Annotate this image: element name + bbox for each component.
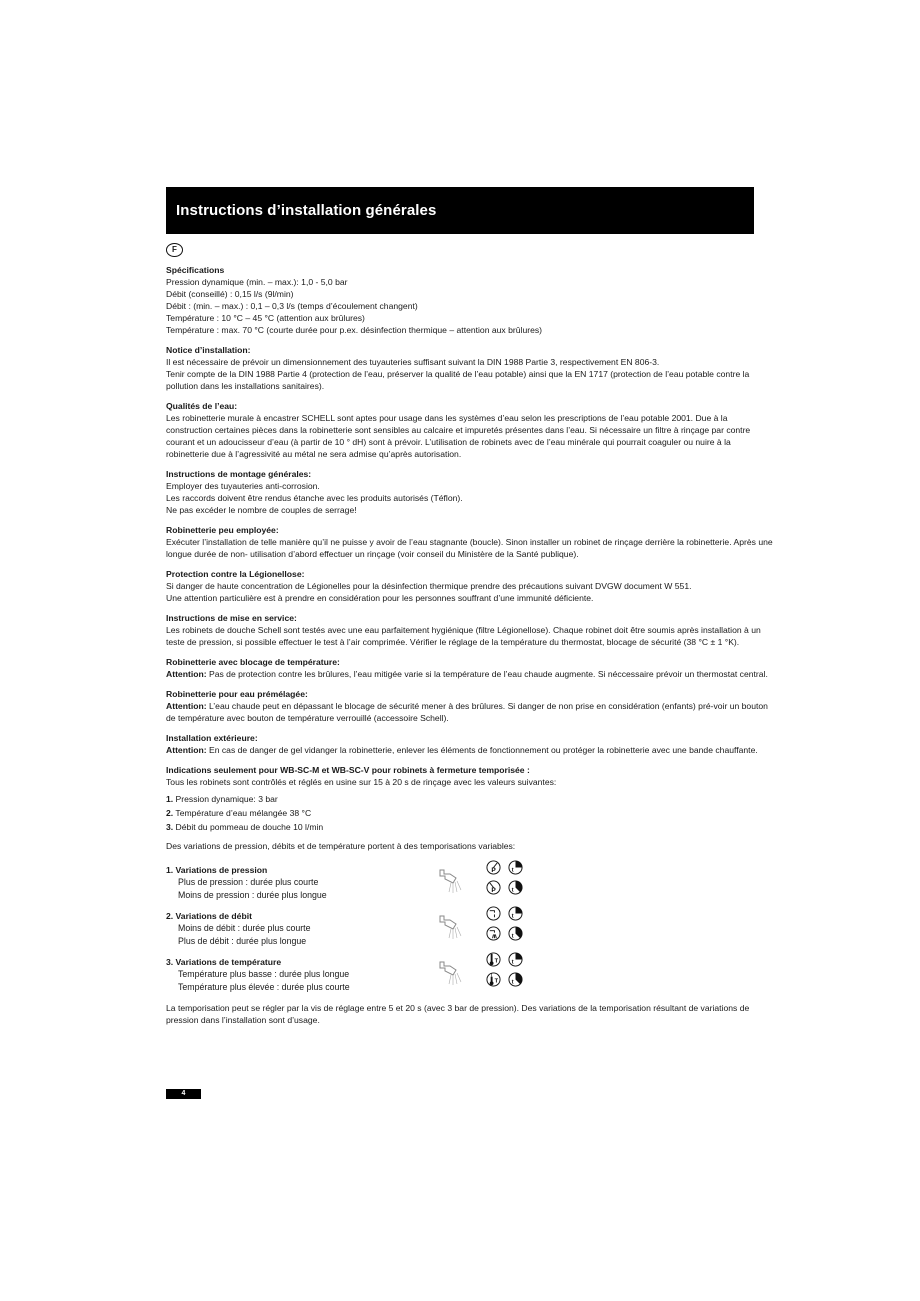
variation-temperature: 3. Variations de température Température plus basse : durée plus longue Température plus élevée : durée plus courte T t T t (166, 956, 776, 998)
attention-label: Attention: (166, 745, 207, 755)
svg-text:T: T (494, 978, 499, 985)
timer-icon (508, 972, 523, 987)
section-heading: Instructions de mise en service: (166, 613, 297, 623)
paragraph: Tous les robinets sont contrôlés et réglés en usine sur 15 à 20 s de rinçage avec les valeurs suivantes: (166, 777, 557, 787)
pressure-icons (438, 860, 538, 906)
attention-label: Attention: (166, 701, 207, 711)
paragraph: Attention: L’eau chaude peut en dépassant le blocage de sécurité mener à des brûlures. Si danger de non prise en considération (enfants) pré-voir un bouton de température avec bouton de température verrouillé (accessoire Schell). (166, 701, 768, 723)
section-exterieure (166, 732, 776, 756)
paragraph: Tenir compte de la DIN 1988 Partie 4 (protection de l’eau, préserver la qualité de l’eau potable) ainsi que la EN 1717 (protection de l’eau potable contre la pollution dans les installations sanitaires). (166, 369, 750, 391)
paragraph: Les robinetterie murale à encastrer SCHELL sont aptes pour usage dans les systèmes d’eau selon les prescriptions de l’eau potable 2001. Due à la construction certaines pièces dans la robinetterie sont sensibles au calcaire et impuretés présentes dans l’eau. Si nécessaire un filtre à rinçage par contre courant et un adoucisseur d’eau (à partir de 10 ° dH) sont à prévoir. L’utilisation de robinets avec de l’eau minérale qui pourrait coaguler ou nuire à la robinetterie due à l’agressivité au métal ne sera admise qu’après autorisation. (166, 413, 751, 459)
section-premelangee (166, 688, 776, 724)
paragraph: La temporisation peut se régler par la vis de réglage entre 5 et 20 s (avec 3 bar de pression). Des variations de la temporisation résultant de variations de pression dans l’installation sont d’usage. (166, 1003, 750, 1025)
variation-flow: 2. Variations de débit Moins de débit : durée plus courte Plus de débit : durée plus longue t t (166, 910, 776, 952)
paragraph: Une attention particulière est à prendre en considération pour les personnes souffrant d’une immunité déficiente. (166, 593, 594, 603)
section-heading: Qualités de l’eau: (166, 401, 238, 411)
thermometer-icon (486, 952, 501, 967)
svg-text:t: t (511, 979, 514, 986)
paragraph: Des variations de pression, débits et de température portent à des temporisations variables: (166, 841, 516, 851)
page-number: 4 (166, 1089, 201, 1099)
shower-head-icon (438, 958, 468, 988)
flow-icon (486, 906, 501, 921)
svg-text:t: t (511, 887, 514, 894)
svg-text:t: t (511, 959, 514, 966)
section-heading: Robinetterie avec blocage de température: (166, 657, 340, 667)
section-peu-employee (166, 524, 776, 560)
flow-icons (438, 906, 538, 952)
timer-icon (508, 926, 523, 941)
paragraph: Il est nécessaire de prévoir un dimensionnement des tuyauteries suffisant suivant la DIN 1988 Partie 3, respectivement EN 806-3. (166, 357, 660, 367)
svg-text:t: t (511, 933, 514, 940)
variations-list (166, 864, 776, 998)
spec-line: Température : 10 °C – 45 °C (attention aux brûlures) (166, 313, 365, 323)
section-indications (166, 764, 776, 1026)
section-heading: Spécifications (166, 265, 225, 275)
section-montage (166, 468, 776, 516)
list-item: 2. Température d’eau mélangée 38 °C (166, 808, 312, 818)
spec-line: Débit (conseillé) : 0,15 l/s (9l/min) (166, 289, 294, 299)
pressure-gauge-icon (486, 880, 501, 895)
timer-icon (508, 880, 523, 895)
spec-line: Pression dynamique (min. – max.): 1,0 - 5,0 bar (166, 277, 348, 287)
pressure-gauge-icon (486, 860, 501, 875)
paragraph: Employer des tuyauteries anti-corrosion. (166, 481, 320, 491)
section-blocage (166, 656, 776, 680)
section-heading: Notice d’installation: (166, 345, 251, 355)
section-specifications (166, 264, 776, 336)
section-mise-en-service (166, 612, 776, 648)
thermometer-icon (486, 972, 501, 987)
svg-text:t: t (511, 913, 514, 920)
list-item: 3. Débit du pommeau de douche 10 l/min (166, 822, 324, 832)
section-heading: Indications seulement pour WB-SC-M et WB-SC-V pour robinets à fermeture temporisée : (166, 765, 530, 775)
document-body (166, 243, 776, 1034)
svg-text:T: T (494, 958, 499, 965)
section-qualites (166, 400, 776, 460)
section-heading: Installation extérieure: (166, 733, 258, 743)
paragraph: Attention: Pas de protection contre les brûlures, l’eau mitigée varie si la température de l’eau chaude augmente. Si néccessaire prévoir un thermostat central. (166, 669, 768, 679)
section-heading: Instructions de montage générales: (166, 469, 312, 479)
svg-text:t: t (511, 867, 514, 874)
svg-text:P: P (491, 887, 496, 895)
shower-head-icon (438, 866, 468, 896)
paragraph: Exécuter l’installation de telle manière qu’il ne puisse y avoir de l’eau stagnante (boucle). Sinon installer un robinet de rinçage derrière la robinetterie. Après une longue durée de non- utilisation d’abord effectuer un rinçage (voir conseil du Ministère de la Santé publique). (166, 537, 773, 559)
attention-label: Attention: (166, 669, 207, 679)
section-heading: Robinetterie peu employée: (166, 525, 279, 535)
spec-line: Température : max. 70 °C (courte durée pour p.ex. désinfection thermique – attention aux brûlures) (166, 325, 543, 335)
svg-text:P: P (491, 867, 496, 875)
language-badge: F (166, 243, 183, 257)
variation-pressure: 1. Variations de pression Plus de pression : durée plus courte Moins de pression : durée plus longue P t P t (166, 864, 776, 906)
flow-icon (486, 926, 501, 941)
section-heading: Protection contre la Légionellose: (166, 569, 305, 579)
timer-icon (508, 952, 523, 967)
paragraph: Les robinets de douche Schell sont testés avec une eau parfaitement hygiénique (filtre Légionellose). Chaque robinet doit être soumis après installation à un teste de pression, si possible effectuer le test à l’air comprimée. Vérifier le réglage de la température du thermostat, blocage de sécurité (38 °C ± 1 °K). (166, 625, 761, 647)
temperature-icons (438, 952, 538, 998)
section-legionellose (166, 568, 776, 604)
factory-values-list (166, 792, 776, 834)
paragraph: Les raccords doivent être rendus étanche avec les produits autorisés (Téflon). (166, 493, 463, 503)
spec-line: Débit : (min. – max.) : 0,1 – 0,3 l/s (temps d’écoulement changent) (166, 301, 418, 311)
timer-icon (508, 906, 523, 921)
list-item: 1. Pression dynamique: 3 bar (166, 794, 278, 804)
page-title: Instructions d’installation générales (176, 202, 437, 219)
section-heading: Robinetterie pour eau prémélagée: (166, 689, 308, 699)
paragraph: Attention: En cas de danger de gel vidanger la robinetterie, enlever les éléments de fonctionnement ou protéger la robinetterie avec une bande chauffante. (166, 745, 758, 755)
paragraph: Si danger de haute concentration de Légionelles pour la désinfection thermique prendre des précautions suivant DVGW document W 551. (166, 581, 692, 591)
timer-icon (508, 860, 523, 875)
shower-head-icon (438, 912, 468, 942)
section-notice (166, 344, 776, 392)
header-bar (166, 187, 754, 234)
paragraph: Ne pas excéder le nombre de couples de serrage! (166, 505, 357, 515)
